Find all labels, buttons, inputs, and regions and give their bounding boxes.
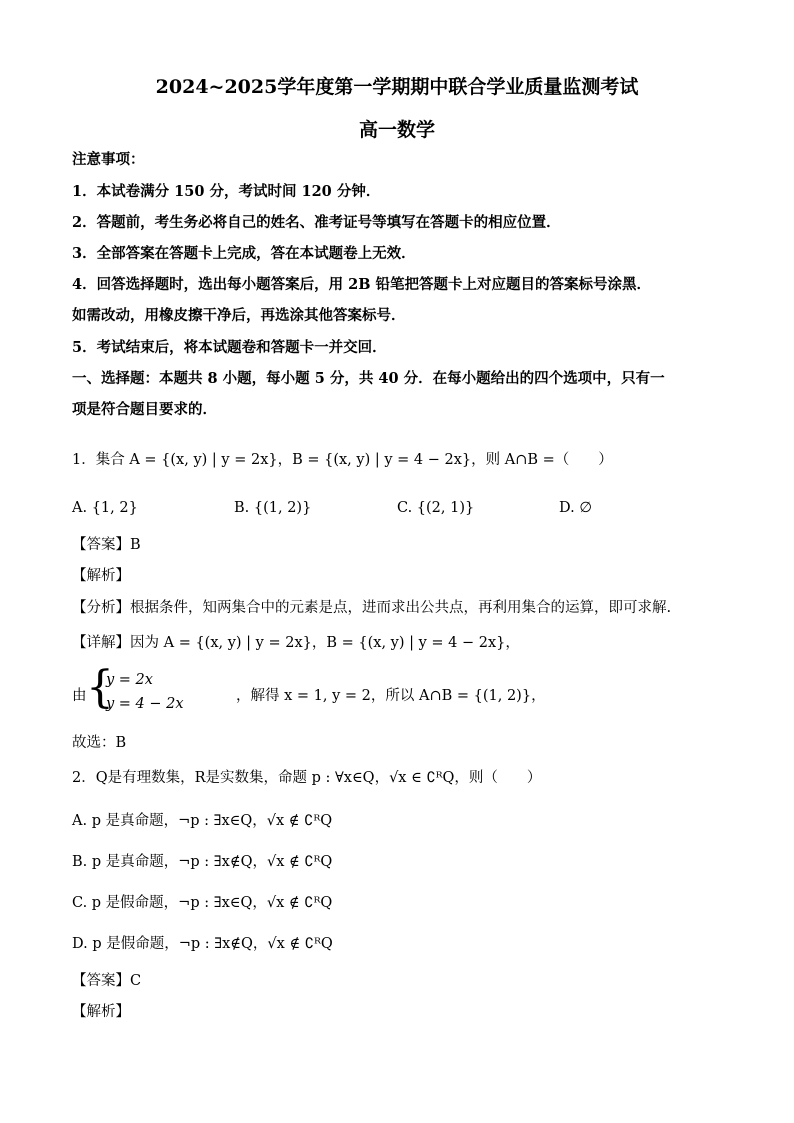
section-heading-line1: 一、选择题：本题共 8 小题，每小题 5 分，共 40 分．在每小题给出的四个选项中，只有一 (72, 370, 665, 387)
question-2-answer: 【答案】C (72, 973, 142, 989)
notice-item: 4．回答选择题时，选出每小题答案后，用 2B 铅笔把答题卡上对应题目的答案标号涂黑． (72, 276, 652, 293)
system-equation-2: y = 4 − 2x (106, 696, 184, 712)
exam-title: 2024~2025学年度第一学期期中联合学业质量监测考试 (155, 76, 639, 98)
question-1-xiangjie: 【详解】因为 A = {(x, y) | y = 2x}，B = {(x, y) | y = 4 − 2x}， (72, 635, 520, 651)
notice-item: 如需改动，用橡皮擦干净后，再选涂其他答案标号． (72, 307, 406, 324)
question-2-option-b: B. p 是真命题，¬p : ∃x∉Q，√x ∉ ∁ᴿQ (72, 854, 333, 870)
question-1-option-c: C. {(2, 1)} (397, 500, 475, 516)
system-equation-1: y = 2x (106, 672, 153, 688)
question-1-fenxi: 【分析】根据条件，知两集合中的元素是点，进而求出公共点，再利用集合的运算，即可求解. (72, 600, 672, 616)
question-1-option-a: A. {1, 2} (72, 500, 138, 516)
notice-item: 1．本试卷满分 150 分，考试时间 120 分钟． (72, 183, 381, 200)
question-1-answer: 【答案】B (72, 537, 141, 553)
question-1-option-d: D. ∅ (559, 500, 592, 516)
question-2-option-c: C. p 是假命题，¬p : ∃x∈Q，√x ∉ ∁ᴿQ (72, 895, 333, 911)
question-1-stem: 1．集合 A = {(x, y) | y = 2x}，B = {(x, y) | y = 4 − 2x}，则 A∩B =（ ） (72, 452, 613, 468)
question-1-analysis-heading: 【解析】 (72, 568, 130, 584)
notice-item: 5．考试结束后，将本试题卷和答题卡一并交回． (72, 339, 387, 356)
left-brace: { (86, 662, 114, 713)
question-2-analysis-heading: 【解析】 (72, 1004, 130, 1020)
notice-item: 3．全部答案在答题卡上完成，答在本试题卷上无效． (72, 245, 416, 262)
question-1-conclusion: 故选：B (72, 735, 127, 751)
question-2-option-a: A. p 是真命题，¬p : ∃x∈Q，√x ∉ ∁ᴿQ (72, 813, 333, 829)
notice-item: 2．答题前，考生务必将自己的姓名、准考证号等填写在答题卡的相应位置． (72, 214, 561, 231)
question-2-stem: 2．Q是有理数集，R是实数集，命题 p : ∀x∈Q，√x ∈ ∁ᴿQ，则（ ） (72, 770, 542, 786)
question-1-option-b: B. {(1, 2)} (234, 500, 312, 516)
system-solution: ，解得 x = 1, y = 2，所以 A∩B = {(1, 2)}， (236, 688, 546, 704)
question-2-option-d: D. p 是假命题，¬p : ∃x∉Q，√x ∉ ∁ᴿQ (72, 936, 333, 952)
system-prefix: 由 (72, 688, 87, 704)
section-heading-line2: 项是符合题目要求的． (72, 401, 217, 418)
notice-heading: 注意事项： (72, 151, 145, 168)
exam-subtitle: 高一数学 (358, 119, 435, 141)
